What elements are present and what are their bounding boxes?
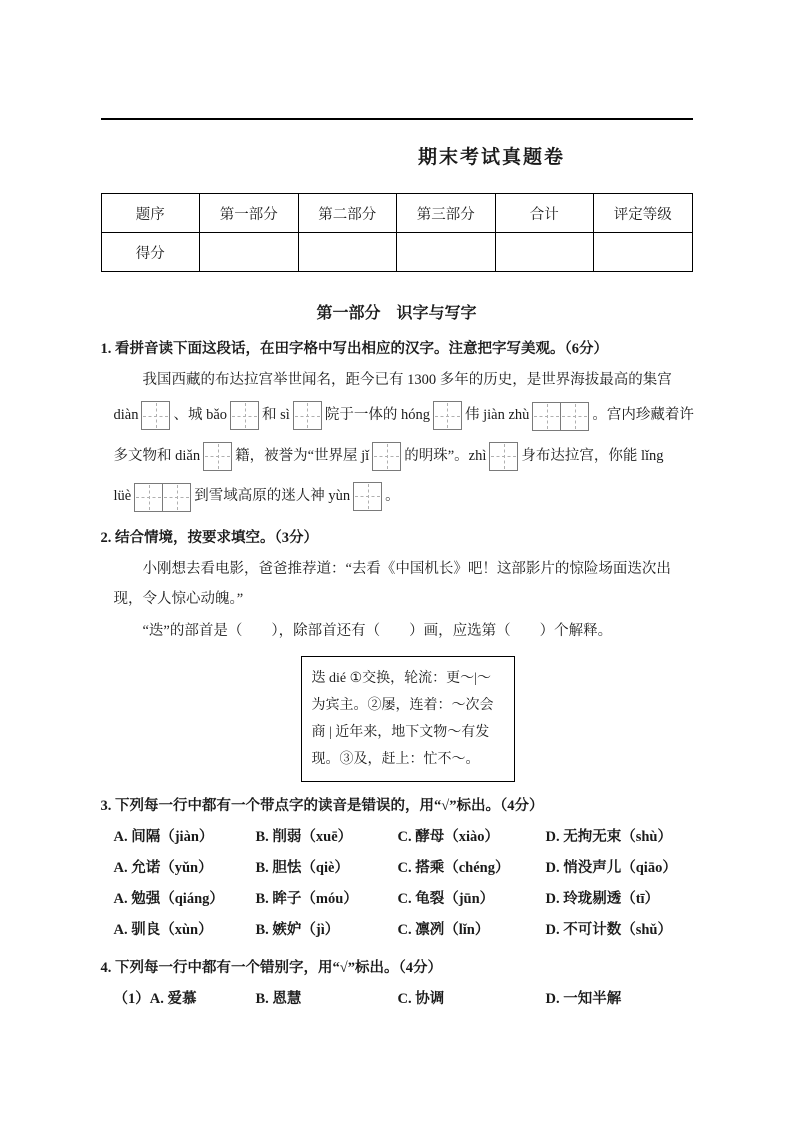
- score-table-score-row: [101, 233, 692, 272]
- score-cell-empty: [397, 233, 496, 272]
- question-1-paragraph-line-1: 我国西藏的布达拉宫举世闻名，距今已有 1300 多年的历史，是世界海拔最高的集宫: [142, 372, 672, 388]
- score-cell-empty: [200, 233, 299, 272]
- score-table: [101, 193, 693, 272]
- question-3-prompt: 3. 下列每一行中都有一个带点字的读音是错误的，用“√”标出。（4分）: [100, 798, 544, 815]
- tianzige-box: [230, 401, 259, 430]
- pinyin-text: diàn: [113, 407, 139, 423]
- score-cell-empty: [298, 233, 397, 272]
- question-1-prompt: 1. 看拼音读下面这段话，在田字格中写出相应的汉字。注意把字写美观。（6分）: [100, 341, 608, 357]
- score-header-grade: 评定等级: [594, 194, 693, 233]
- question-3: [101, 794, 693, 946]
- tianzige-box-pair: [134, 476, 191, 516]
- question-2-prompt: 2. 结合情境，按要求填空。（3分）: [100, 530, 318, 547]
- option-cell: B. 胆怯（qiè）: [255, 860, 349, 877]
- question-4: [101, 956, 693, 1015]
- option-cell: A. 勉强（qiáng）: [113, 891, 224, 908]
- exam-page: [101, 0, 693, 1075]
- option-cell: B. 嫉妒（jì）: [255, 922, 340, 939]
- dictionary-line: 为宾主。②屡，连着：～次会: [311, 698, 494, 714]
- score-header-part3: 第三部分: [397, 194, 496, 233]
- option-cell: A. 允诺（yǔn）: [113, 860, 213, 877]
- score-cell-empty: [594, 233, 693, 272]
- score-header-question-order: 题序: [101, 194, 200, 233]
- paragraph-text: 伟 jiàn zhù: [464, 407, 530, 423]
- paragraph-text: 身布达拉宫，你能 lǐng: [521, 447, 664, 464]
- option-cell: A. 间隔（jiàn）: [113, 829, 214, 846]
- paragraph-text: 到雪域高原的迷人神 yùn: [194, 487, 351, 504]
- paragraph-text: 。宫内珍藏着许: [592, 407, 694, 423]
- question-1-paragraph-line-3: [114, 436, 693, 476]
- option-cell: C. 酵母（xiào）: [397, 829, 499, 846]
- question-3-row-4: [114, 915, 693, 946]
- score-table-header-row: [101, 194, 692, 233]
- paragraph-text: 籍，被誉为“世界屋 jǐ: [235, 447, 370, 464]
- option-cell: A. 驯良（xùn）: [113, 922, 213, 939]
- question-3-row-3: [114, 884, 693, 915]
- tianzige-box: [162, 483, 191, 512]
- dictionary-line: 商 | 近年来，地下文物～有发: [311, 725, 490, 741]
- tianzige-box: [134, 483, 163, 512]
- question-4-row-1: [114, 984, 693, 1015]
- score-header-part2: 第二部分: [298, 194, 397, 233]
- top-rule: [101, 118, 693, 120]
- tianzige-box: [489, 442, 518, 471]
- pinyin-text: lüè: [113, 487, 132, 504]
- tianzige-box: [372, 442, 401, 471]
- score-header-part1: 第一部分: [200, 194, 299, 233]
- tianzige-box: [433, 401, 462, 430]
- section1-heading: 第一部分 识字与写字: [316, 305, 477, 322]
- dictionary-entry-box: [301, 656, 515, 782]
- page-title: 期末考试真题卷: [417, 147, 565, 168]
- tianzige-box: [560, 402, 589, 431]
- tianzige-box: [353, 482, 382, 511]
- option-cell: （1）A. 爱慕: [113, 991, 197, 1008]
- question-1-paragraph-line-2: [114, 395, 693, 436]
- question-2-fill-blanks: “迭”的部首是（ ），除部首还有（ ）画，应选第（ ）个解释。: [142, 623, 613, 640]
- option-cell: B. 恩慧: [255, 991, 302, 1008]
- option-cell: D. 悄没声儿（qiāo）: [545, 860, 677, 877]
- tianzige-box-pair: [532, 396, 589, 436]
- tianzige-box: [532, 402, 561, 431]
- paragraph-text: 多文物和 diǎn: [113, 447, 201, 464]
- paragraph-text: 、城 bǎo: [173, 407, 228, 423]
- score-header-total: 合计: [495, 194, 594, 233]
- option-cell: C. 搭乘（chéng）: [397, 860, 510, 877]
- option-cell: D. 无拘无束（shù）: [545, 829, 672, 846]
- tianzige-box: [203, 442, 232, 471]
- score-cell-empty: [495, 233, 594, 272]
- tianzige-box: [141, 401, 170, 430]
- paragraph-text: 院于一体的 hóng: [324, 407, 430, 423]
- option-cell: C. 协调: [397, 991, 445, 1008]
- question-3-row-2: [114, 853, 693, 884]
- dictionary-line: 迭 dié ①交换，轮流：更～|～: [311, 671, 491, 687]
- paragraph-text: 。: [385, 487, 400, 504]
- question-2: [101, 526, 693, 782]
- dictionary-line: 现。③及，赶上：忙不～。: [311, 752, 480, 768]
- option-cell: D. 玲珑剔透（tī）: [545, 891, 660, 908]
- question-1-paragraph-line-4: [114, 476, 693, 517]
- option-cell: B. 眸子（móu）: [255, 891, 358, 908]
- option-cell: D. 一知半解: [545, 991, 622, 1008]
- option-cell: C. 凛冽（lǐn）: [397, 922, 490, 939]
- score-row-label: 得分: [101, 233, 200, 272]
- tianzige-box: [293, 401, 322, 430]
- option-cell: B. 削弱（xuē）: [255, 829, 353, 846]
- question-3-row-1: [114, 822, 693, 853]
- question-1: [101, 337, 693, 516]
- question-4-prompt: 4. 下列每一行中都有一个错别字，用“√”标出。（4分）: [100, 960, 442, 977]
- paragraph-text: 和 sì: [262, 407, 290, 423]
- option-cell: C. 龟裂（jūn）: [397, 891, 495, 908]
- option-cell: D. 不可计数（shǔ）: [545, 922, 672, 939]
- paragraph-text: 的明珠”。zhì: [404, 447, 487, 464]
- question-2-paragraph: 小刚想去看电影，爸爸推荐道：“去看《中国机长》吧！这部影片的惊险场面迭次出现，令人惊心动魄。”: [113, 561, 671, 608]
